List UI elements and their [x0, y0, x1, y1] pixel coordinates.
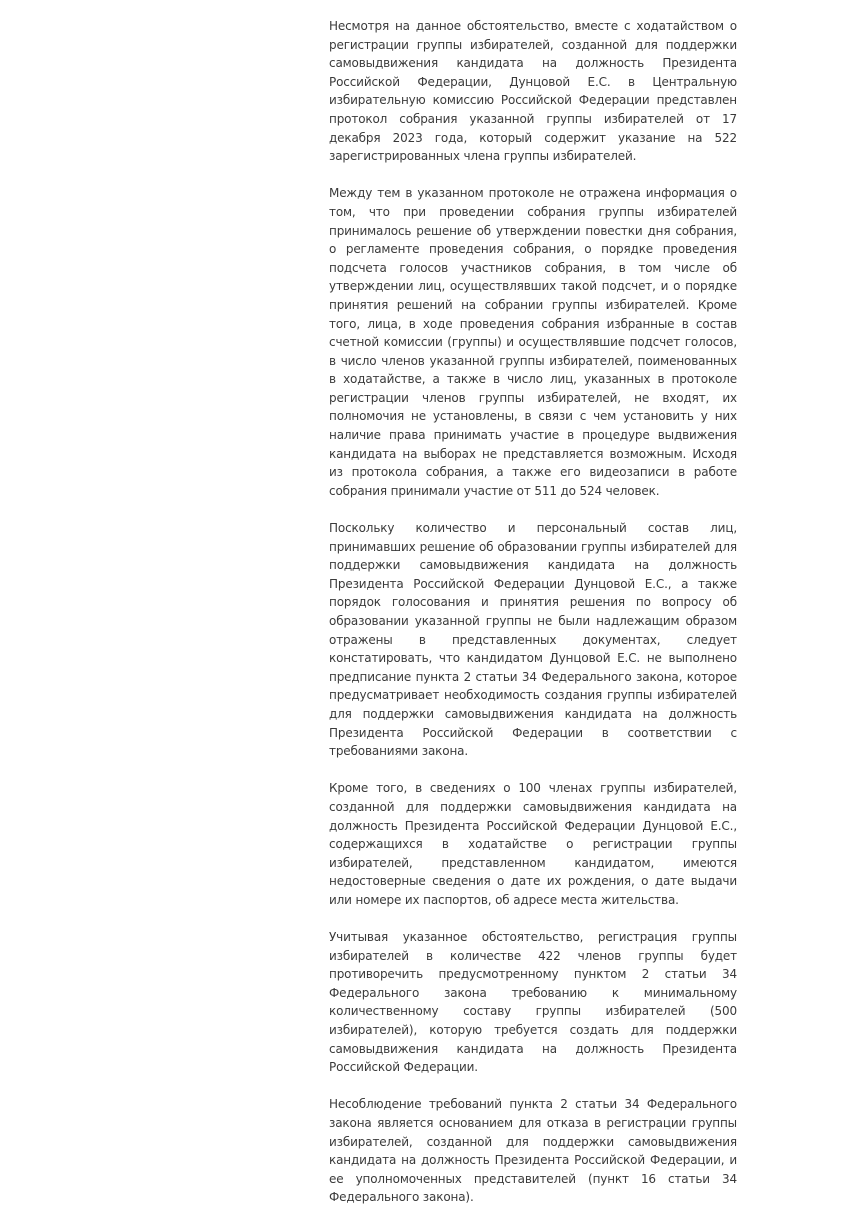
- paragraph-6: Несоблюдение требований пункта 2 статьи 34 Федерального закона является основанием для отказа в регистрации группы избирателей, созданной для поддержки самовыдвижения кандидата на должность Президента Российской Федерации, и ее уполномоченных представителей (пункт 16 статьи 34 Федерального закона).: [329, 1097, 737, 1205]
- paragraph-1: Несмотря на данное обстоятельство, вместе с ходатайством о регистрации группы избирателей, созданной для поддержки самовыдвижения кандидата на должность Президента Российской Федерации, Дунцовой Е.С. в Центральную избирательную комиссию Российской Федерации представлен протокол собрания указанной группы избирателей от 17 декабря 2023 года, который содержит указание на 522 зарегистрированных члена группы избирателей.: [329, 19, 737, 164]
- article-body: [329, 17, 737, 1226]
- paragraph-5: Учитывая указанное обстоятельство, регистрация группы избирателей в количестве 422 членов группы будет противоречить предусмотренному пунктом 2 статьи 34 Федерального закона требованию к минимальному количественному составу группы избирателей (500 избирателей), которую требуется создать для поддержки самовыдвижения кандидата на должность Президента Российской Федерации.: [329, 930, 737, 1075]
- paragraph-4: Кроме того, в сведениях о 100 членах группы избирателей, созданной для поддержки самовыдвижения кандидата на должность Президента Российской Федерации Дунцовой Е.С., содержащихся в ходатайстве о регистрации группы избирателей, представленном кандидатом, имеются недостоверные сведения о дате их рождения, о дате выдачи или номере их паспортов, об адресе места жительства.: [329, 781, 737, 907]
- paragraph-3: Поскольку количество и персональный состав лиц, принимавших решение об образовании группы избирателей для поддержки самовыдвижения кандидата на должность Президента Российской Федерации Дунцовой Е.С., а также порядок голосования и принятия решения по вопросу об образовании указанной группы не были надлежащим образом отражены в представленных документах, следует констатировать, что кандидатом Дунцовой Е.С. не выполнено предписание пункта 2 статьи 34 Федерального закона, которое предусматривает необходимость создания группы избирателей для поддержки самовыдвижения кандидата на должность Президента Российской Федерации в соответствии с требованиями закона.: [329, 521, 737, 759]
- paragraph-2: Между тем в указанном протоколе не отражена информация о том, что при проведении собрания группы избирателей принималось решение об утверждении повестки дня собрания, о регламенте проведения собрания, о порядке проведения подсчета голосов участников собрания, в том числе об утверждении лиц, осуществлявших такой подсчет, и о порядке принятия решений на собрании группы избирателей. Кроме того, лица, в ходе проведения собрания избранные в состав счетной комиссии (группы) и осуществлявшие подсчет голосов, в число членов указанной группы избирателей, поименованных в ходатайстве, а также в число лиц, указанных в протоколе регистрации членов группы избирателей, не входят, их полномочия не установлены, в связи с чем установить у них наличие права принимать участие в процедуре выдвижения кандидата на выборах не представляется возможным. Исходя из протокола собрания, а также его видеозаписи в работе собрания принимали участие от 511 до 524 человек.: [329, 186, 737, 498]
